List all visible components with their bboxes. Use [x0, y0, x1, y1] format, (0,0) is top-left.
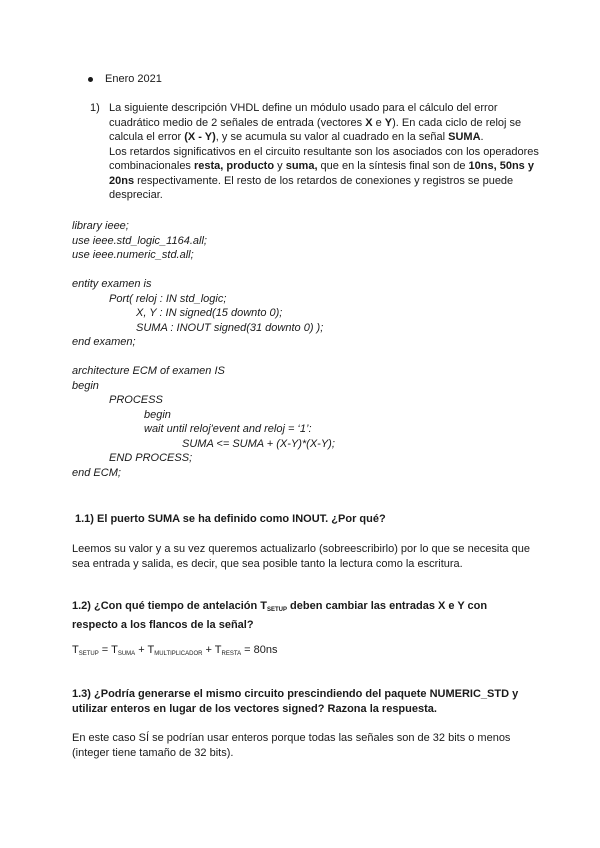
q1-and: e	[372, 116, 385, 129]
q12-title-sub: SETUP	[266, 607, 287, 613]
sub-resta: RESTA	[221, 651, 242, 657]
q1-text-5: Los retardos significativos en el circuito resultante son los asociados con los operadores combinacionales	[109, 145, 539, 172]
question-1-text	[109, 101, 540, 203]
code-line: end ECM;	[72, 466, 121, 479]
code-blank	[72, 263, 335, 278]
q13-answer: En este caso SÍ se podrían usar enteros porque todas las señales son de 32 bits o menos (integer tiene tamaño de 32 bits).	[72, 732, 511, 759]
formula-eq: = T	[98, 644, 118, 656]
q1-text-6: y	[274, 160, 286, 172]
q1-error: (X - Y)	[184, 131, 216, 143]
code-line: end examen;	[72, 336, 136, 348]
sub-suma: SUMA	[117, 651, 136, 657]
q1-text-1: La siguiente descripción VHDL define un módulo usado para el cálculo del error cuadrático medio de 2 señales de entrada (vectores	[109, 102, 498, 129]
q1-op3: suma,	[285, 160, 318, 172]
q13-heading: 1.3) ¿Podría generarse el mismo circuito prescindiendo del paquete NUMERIC_STD y utilizar enteros en lugar de los vectores signed? Razona la respuesta.	[72, 688, 519, 715]
code-line: begin	[144, 408, 171, 421]
q1-text-8: respectivamente. El resto de los retardos de conexiones y registros se puede despreciar.	[109, 174, 514, 201]
q1-x: X	[365, 116, 373, 129]
code-blank	[72, 350, 335, 365]
formula-t: T	[72, 644, 79, 656]
q1-text-3: , y se acumula su valor al cuadrado en la señal	[215, 131, 449, 143]
code-line: architecture ECM of examen IS	[72, 365, 225, 377]
code-line: X, Y : IN signed(15 downto 0);	[136, 307, 283, 319]
code-line: entity examen is	[72, 278, 152, 290]
q1-y: Y	[384, 116, 393, 129]
code-line: SUMA : INOUT signed(31 downto 0) );	[136, 321, 324, 334]
vhdl-code	[72, 219, 335, 480]
code-line: wait until reloj'event and reloj = ‘1’:	[144, 423, 312, 435]
q1-text-7: que en la síntesis final son de	[317, 160, 469, 172]
q1-suma: SUMA	[448, 131, 481, 143]
code-line: use ieee.numeric_std.all;	[72, 249, 194, 261]
question-1	[90, 101, 540, 203]
code-line: PROCESS	[109, 394, 163, 406]
q12-formula	[72, 643, 532, 662]
code-line: Port( reloj : IN std_logic;	[109, 292, 227, 305]
q1-text-2: ). En cada ciclo de reloj se calcula el error	[109, 116, 522, 143]
code-line: SUMA <= SUMA + (X-Y)*(X-Y);	[182, 437, 335, 450]
q1-text-4: .	[480, 131, 484, 143]
code-line: library ieee;	[72, 220, 129, 232]
sub-setup: SETUP	[78, 651, 99, 657]
code-line: use ieee.std_logic_1164.all;	[72, 234, 207, 247]
bullet-icon	[88, 77, 93, 82]
sub-mult: MULTIPLICADOR	[154, 651, 203, 657]
date-bullet	[88, 72, 162, 86]
formula-result: = 80ns	[241, 644, 278, 656]
q12-title-2: deben cambiar las entradas X e Y con respecto a los flancos de la señal?	[72, 600, 488, 631]
formula-plus-1: + T	[135, 644, 155, 656]
q12-heading	[72, 599, 532, 633]
formula-plus-2: + T	[202, 644, 222, 656]
q1-delays: 10ns, 50ns y 20ns	[109, 160, 534, 187]
question-number: 1)	[90, 102, 100, 114]
q11-heading: 1.1) El puerto SUMA se ha definido como INOUT. ¿Por qué?	[75, 513, 386, 525]
code-line: begin	[72, 379, 99, 392]
q12-title-1: 1.2) ¿Con qué tiempo de antelación T	[72, 600, 267, 612]
q1-ops: resta, producto	[194, 160, 275, 172]
q11-answer: Leemos su valor y a su vez queremos actualizarlo (sobreescribirlo) por lo que se necesita que sea entrada y salida, es decir, que sea posible tanto la lectura como la escritura.	[72, 543, 530, 570]
date-text: Enero 2021	[105, 73, 162, 85]
code-line: END PROCESS;	[109, 452, 193, 464]
